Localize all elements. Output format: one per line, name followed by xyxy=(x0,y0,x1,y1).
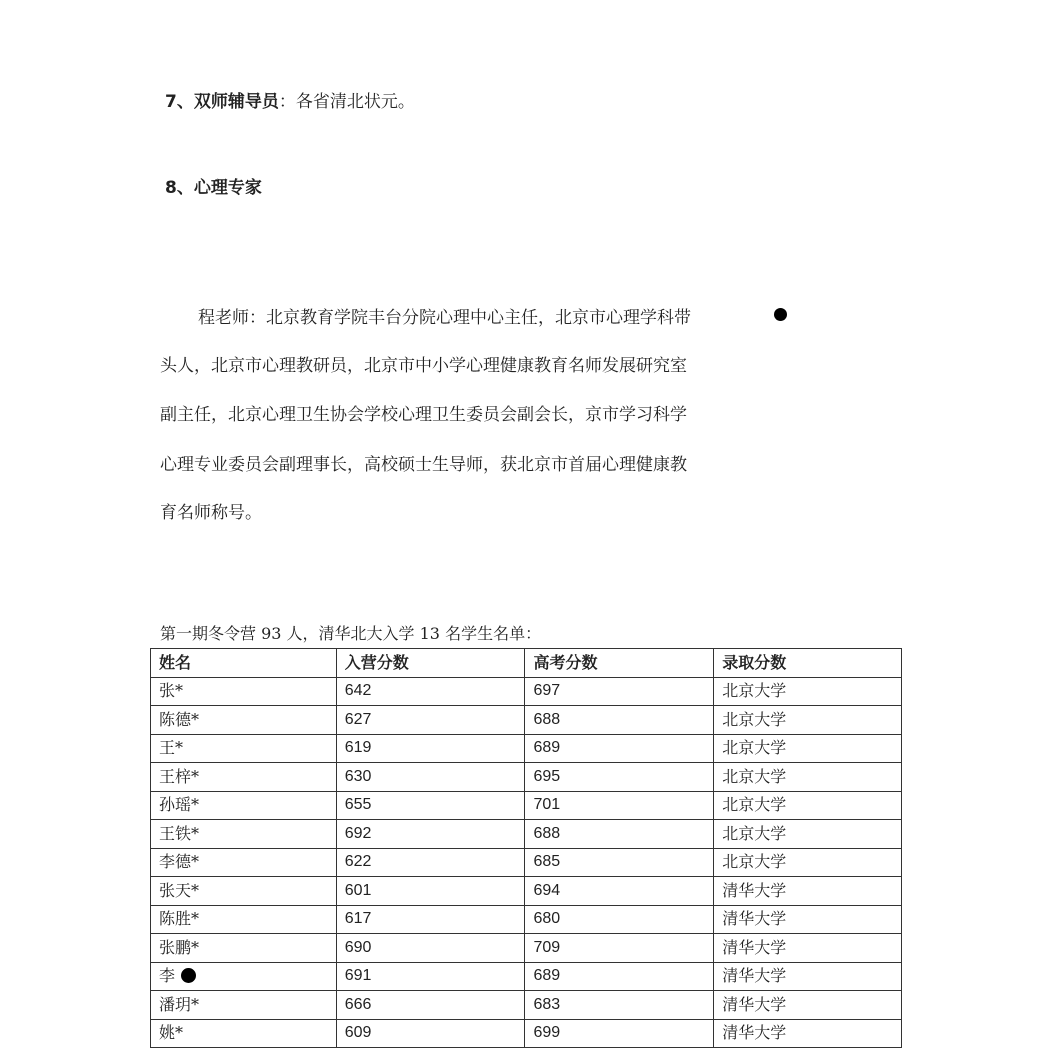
cell-camp-score: 642 xyxy=(336,677,525,706)
cell-admission: 北京大学 xyxy=(714,848,902,877)
cell-camp-score: 622 xyxy=(336,848,525,877)
cell-camp-score: 609 xyxy=(336,1019,525,1048)
cell-admission: 清华大学 xyxy=(714,905,902,934)
section-heading-8-label: 8、心理专家 xyxy=(165,178,262,198)
cell-gaokao-score: 688 xyxy=(525,820,714,849)
cell-admission: 北京大学 xyxy=(714,820,902,849)
admission-table xyxy=(150,648,902,1048)
cell-camp-score: 617 xyxy=(336,905,525,934)
cell-gaokao-score: 685 xyxy=(525,848,714,877)
cell-camp-score: 666 xyxy=(336,991,525,1020)
cell-gaokao-score: 689 xyxy=(525,962,714,991)
table-row xyxy=(151,934,902,963)
cell-gaokao-score: 701 xyxy=(525,791,714,820)
bio-line: 程老师：北京教育学院丰台分院心理中心主任，北京市心理学科带 xyxy=(198,308,691,328)
cell-admission: 清华大学 xyxy=(714,1019,902,1048)
cell-gaokao-score: 699 xyxy=(525,1019,714,1048)
table-row xyxy=(151,791,902,820)
cell-admission: 北京大学 xyxy=(714,763,902,792)
header-name: 姓名 xyxy=(151,649,337,678)
table-row xyxy=(151,763,902,792)
cell-name: 王梓* xyxy=(151,763,337,792)
cell-name: 王* xyxy=(151,734,337,763)
table-header-row xyxy=(151,649,902,678)
bio-line: 副主任，北京心理卫生协会学校心理卫生委员会副会长，京市学习科学 xyxy=(160,405,687,425)
section-heading-8 xyxy=(165,177,262,199)
table-row xyxy=(151,877,902,906)
table-row xyxy=(151,677,902,706)
cell-admission: 清华大学 xyxy=(714,934,902,963)
cell-camp-score: 601 xyxy=(336,877,525,906)
table-row xyxy=(151,848,902,877)
bio-line: 育名师称号。 xyxy=(160,503,262,523)
table-row xyxy=(151,820,902,849)
table-row xyxy=(151,962,902,991)
cell-camp-score: 690 xyxy=(336,934,525,963)
bullet-dot xyxy=(181,968,196,983)
cell-name: 陈胜* xyxy=(151,905,337,934)
cell-gaokao-score: 680 xyxy=(525,905,714,934)
cell-admission: 清华大学 xyxy=(714,962,902,991)
table-row xyxy=(151,991,902,1020)
cell-gaokao-score: 694 xyxy=(525,877,714,906)
header-camp-score: 入营分数 xyxy=(336,649,525,678)
cell-gaokao-score: 697 xyxy=(525,677,714,706)
cell-name: 姚* xyxy=(151,1019,337,1048)
header-gaokao-score: 高考分数 xyxy=(525,649,714,678)
section-heading-7-text: ：各省清北状元。 xyxy=(278,92,415,112)
cell-name: 潘玥* xyxy=(151,991,337,1020)
cell-gaokao-score: 683 xyxy=(525,991,714,1020)
cell-camp-score: 692 xyxy=(336,820,525,849)
cell-name: 张鹏* xyxy=(151,934,337,963)
cell-name: 李德* xyxy=(151,848,337,877)
cell-camp-score: 630 xyxy=(336,763,525,792)
cell-admission: 北京大学 xyxy=(714,677,902,706)
cell-name: 张天* xyxy=(151,877,337,906)
cell-camp-score: 655 xyxy=(336,791,525,820)
table-row xyxy=(151,734,902,763)
cell-name: 陈德* xyxy=(151,706,337,735)
cell-gaokao-score: 689 xyxy=(525,734,714,763)
bio-line: 心理专业委员会副理事长，高校硕士生导师，获北京市首届心理健康教 xyxy=(160,455,687,475)
cell-admission: 清华大学 xyxy=(714,991,902,1020)
section-heading-7 xyxy=(165,91,415,113)
cell-camp-score: 691 xyxy=(336,962,525,991)
header-admission: 录取分数 xyxy=(714,649,902,678)
cell-admission: 北京大学 xyxy=(714,734,902,763)
cell-gaokao-score: 688 xyxy=(525,706,714,735)
cell-name: 孙瑶* xyxy=(151,791,337,820)
cell-admission: 北京大学 xyxy=(714,791,902,820)
table-row xyxy=(151,905,902,934)
cell-gaokao-score: 709 xyxy=(525,934,714,963)
cell-camp-score: 627 xyxy=(336,706,525,735)
cell-admission: 北京大学 xyxy=(714,706,902,735)
cell-name: 李 xyxy=(151,962,337,991)
section-heading-7-label: 7、双师辅导员 xyxy=(165,92,279,112)
cell-gaokao-score: 695 xyxy=(525,763,714,792)
table-row xyxy=(151,706,902,735)
table-caption: 第一期冬令营 93 人，清华北大入学 13 名学生名单： xyxy=(160,624,542,643)
bio-line: 头人，北京市心理教研员，北京市中小学心理健康教育名师发展研究室 xyxy=(160,356,687,376)
table-row xyxy=(151,1019,902,1048)
bullet-dot xyxy=(774,308,787,321)
cell-camp-score: 619 xyxy=(336,734,525,763)
cell-name: 张* xyxy=(151,677,337,706)
cell-admission: 清华大学 xyxy=(714,877,902,906)
cell-name: 王铁* xyxy=(151,820,337,849)
